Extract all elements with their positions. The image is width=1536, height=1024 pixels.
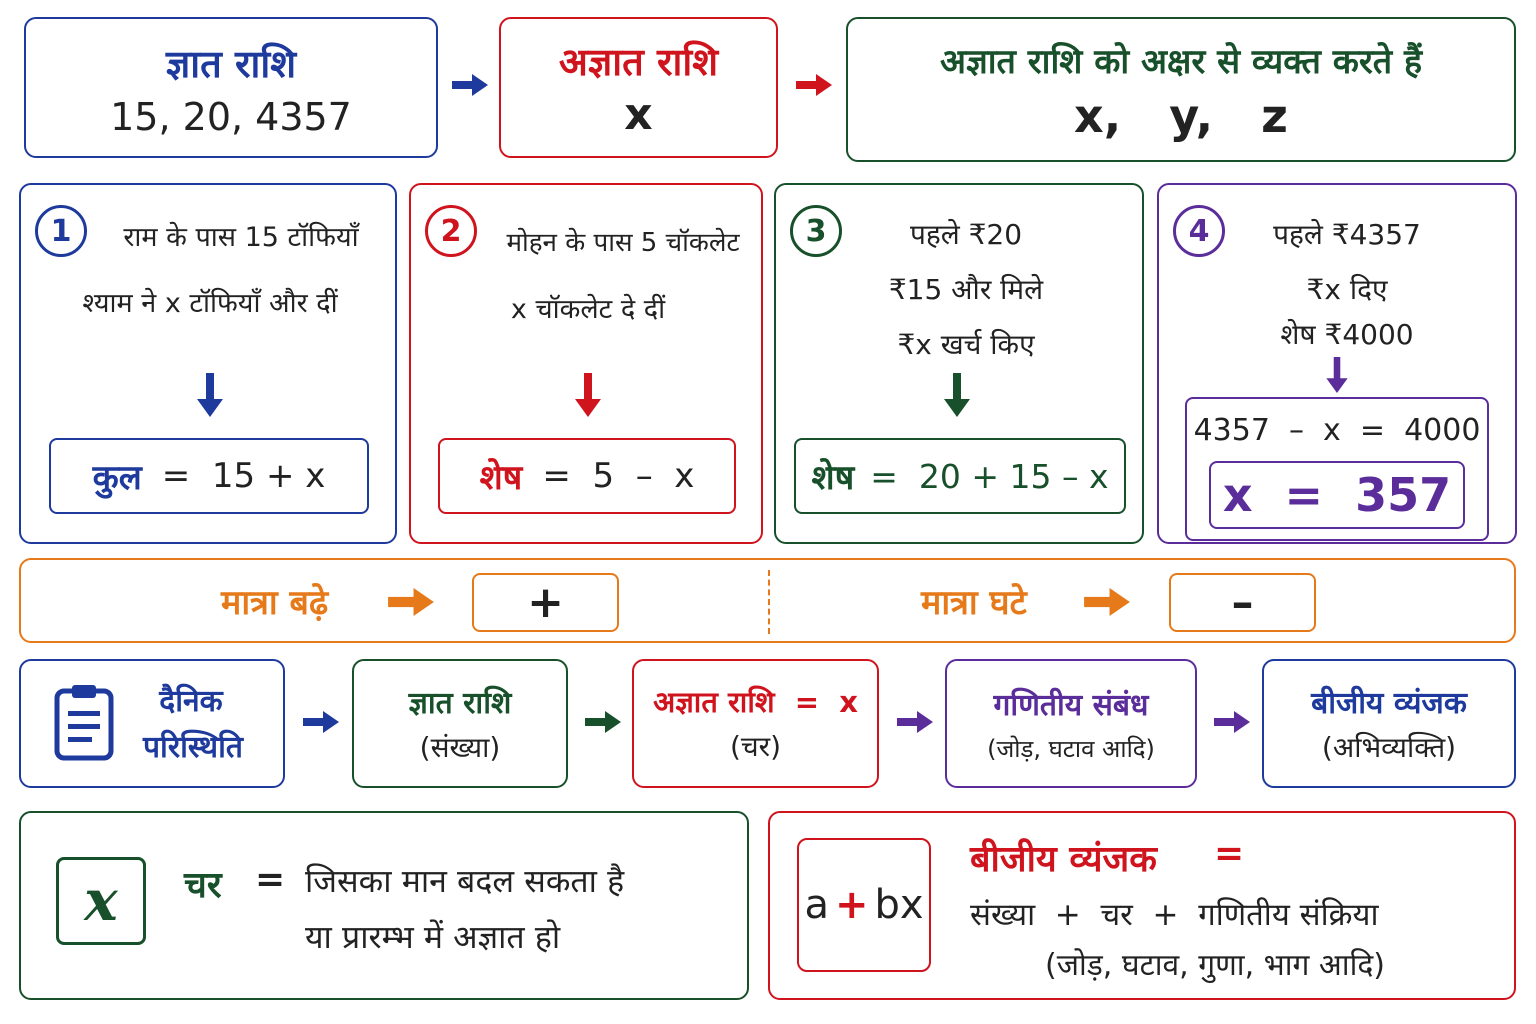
example-card-3 [774, 183, 1144, 544]
example-line: राम के पास 15 टॉफियाँ [123, 222, 359, 253]
equation-box [794, 438, 1126, 514]
increase-label: मात्रा बढ़े [221, 583, 329, 623]
arrow-down-icon [197, 373, 223, 417]
example-line: ₹x दिए [1306, 273, 1388, 306]
variable-term: चर [184, 865, 222, 906]
arrow-right-icon [897, 711, 933, 733]
expression-title: बीजीय व्यंजक [970, 839, 1157, 880]
equation-box [438, 438, 736, 514]
example-line: x चॉकलेट दे दीं [510, 294, 666, 325]
equation-label: शेष [811, 458, 855, 498]
flow-step-daily-situation [19, 659, 285, 788]
equation-label: शेष [479, 458, 523, 498]
algebraic-expression-box [768, 811, 1516, 1000]
example-line: शेष ₹4000 [1280, 318, 1414, 351]
equation-label: कुल [92, 458, 142, 498]
rule-bar [19, 558, 1516, 643]
number-badge: 4 [1173, 205, 1225, 257]
example-line: ₹15 और मिले [888, 273, 1044, 306]
unknown-quantity-symbol: x [624, 89, 653, 140]
letters-box [846, 17, 1516, 162]
flow-step-subtitle: (अभिव्यक्ति) [1321, 731, 1457, 764]
variable-equals: = [255, 859, 286, 900]
equation-box [49, 438, 369, 514]
arrow-right-icon [585, 711, 621, 733]
example-card-4 [1157, 183, 1517, 544]
flow-step-title: अज्ञात राशि = x [653, 685, 858, 719]
equation-expression: = 15 + x [161, 456, 326, 496]
variable-definition-line: या प्रारम्भ में अज्ञात हो [305, 918, 561, 956]
flow-step-expression [1262, 659, 1516, 788]
expression-operations-note: (जोड़, घटाव, गुणा, भाग आदि) [1045, 948, 1386, 983]
flow-step-subtitle: (संख्या) [419, 731, 501, 764]
equation-expression: = 5 – x [542, 456, 695, 496]
arrow-right-icon [1081, 588, 1133, 616]
flow-step-subtitle: (चर) [729, 730, 782, 763]
arrow-right-icon [385, 588, 437, 616]
flow-step-known [352, 659, 568, 788]
expression-plus: + [834, 882, 869, 928]
minus-sign-box [1169, 573, 1316, 632]
plus-sign-box [472, 573, 619, 632]
flow-step-title: गणितीय संबंध [993, 687, 1149, 723]
example-line: पहले ₹20 [909, 218, 1023, 251]
result-expression: x = 357 [1222, 468, 1452, 522]
flow-step-subtitle: (जोड़, घटाव आदि) [987, 734, 1155, 763]
flow-step-unknown [632, 659, 879, 788]
expression-bx: bx [874, 882, 924, 928]
example-card-1 [19, 183, 397, 544]
unknown-quantity-title: अज्ञात राशि [558, 40, 719, 84]
equation-expression: = 20 + 15 – x [870, 456, 1109, 496]
arrow-down-icon [1326, 357, 1348, 393]
number-badge: 2 [425, 205, 477, 257]
known-quantity-box [24, 17, 438, 158]
example-line: पहले ₹4357 [1273, 218, 1421, 251]
expression-a: a [804, 882, 829, 928]
letters-title: अज्ञात राशि को अक्षर से व्यक्त करते हैं [939, 41, 1423, 82]
known-quantity-title: ज्ञात राशि [165, 41, 297, 86]
divider [768, 570, 770, 634]
plus-sign: + [527, 577, 564, 628]
arrow-down-icon [944, 373, 970, 417]
flow-step-title: बीजीय व्यंजक [1311, 686, 1467, 721]
equation-expression: 4357 – x = 4000 [1193, 413, 1481, 448]
decrease-label: मात्रा घटे [921, 583, 1027, 623]
arrow-right-icon [796, 74, 832, 96]
equation-box [1185, 397, 1489, 541]
letters-symbols: x, y, z [1074, 88, 1288, 143]
example-line: ₹x खर्च किए [897, 328, 1035, 361]
variable-definition-box [19, 811, 749, 1000]
variable-definition-line: जिसका मान बदल सकता है [305, 862, 625, 900]
unknown-quantity-box [499, 17, 778, 158]
flow-step-title: दैनिक [159, 684, 223, 719]
clipboard-icon [54, 683, 114, 761]
arrow-right-icon [303, 711, 339, 733]
expression-equals: = [1214, 833, 1245, 874]
example-line: मोहन के पास 5 चॉकलेट [506, 228, 740, 258]
arrow-down-icon [575, 373, 601, 417]
variable-symbol-box [56, 857, 146, 945]
result-box [1209, 461, 1465, 529]
example-line: श्याम ने x टॉफियाँ और दीं [82, 288, 338, 319]
known-quantity-values: 15, 20, 4357 [110, 94, 352, 139]
number-badge: 3 [790, 205, 842, 257]
arrow-right-icon [1214, 711, 1250, 733]
number-badge: 1 [35, 205, 87, 257]
minus-sign: – [1231, 577, 1254, 628]
flow-step-subtitle: परिस्थिति [143, 730, 243, 765]
expression-formula: संख्या + चर + गणितीय संक्रिया [970, 897, 1379, 933]
arrow-right-icon [452, 74, 488, 96]
flow-step-title: ज्ञात राशि [408, 686, 512, 721]
flow-step-relation [945, 659, 1197, 788]
variable-symbol: x [84, 868, 118, 934]
example-card-2 [409, 183, 763, 544]
expression-example-box [797, 838, 931, 972]
